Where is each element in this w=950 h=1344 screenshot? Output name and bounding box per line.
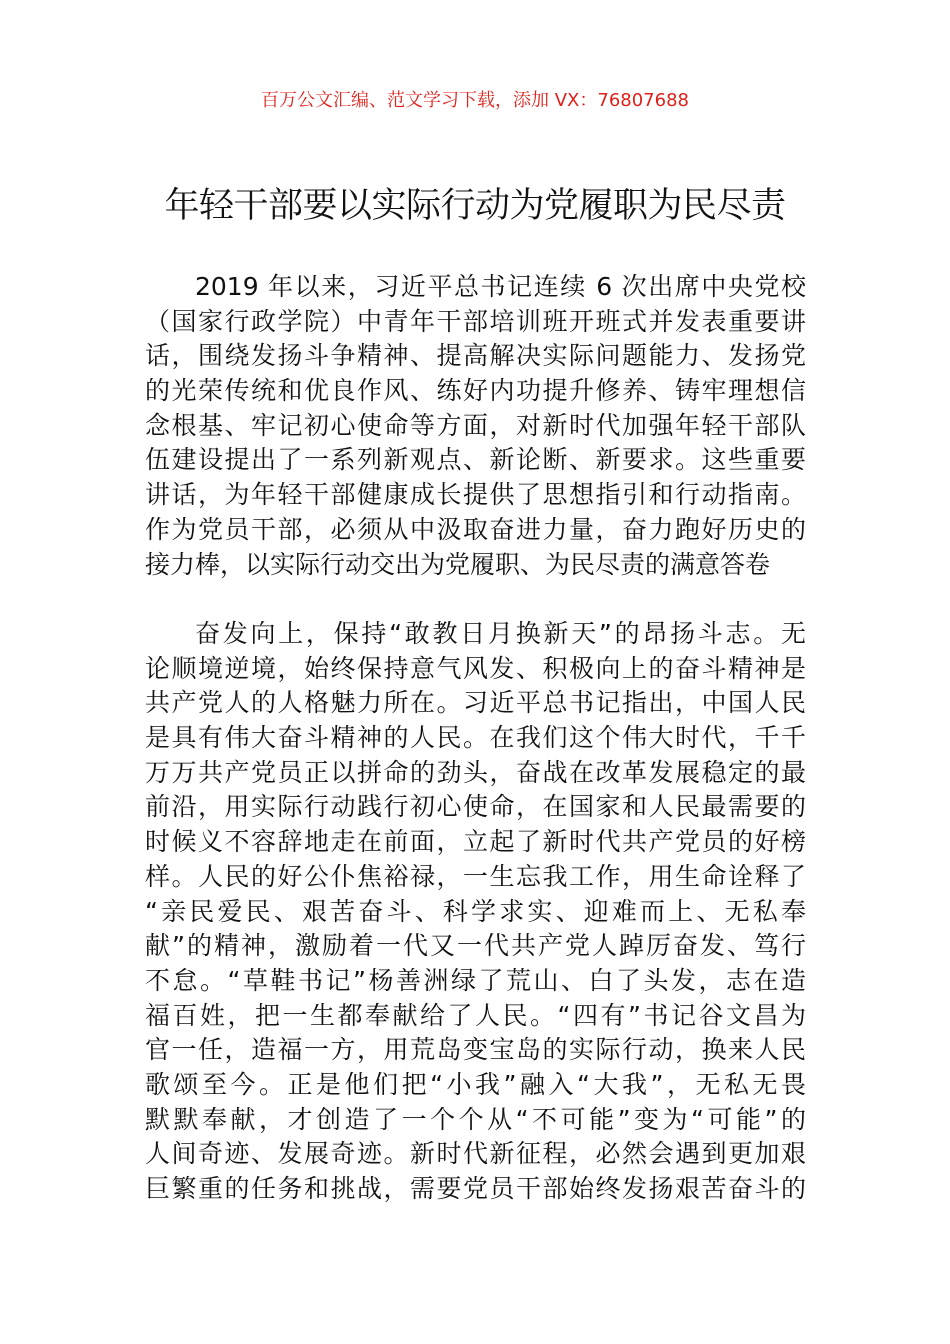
text-line: 2019 年以来，习近平总书记连续 6 次出席中央党校	[195, 272, 806, 301]
text-line: 共产党人的人格魅力所在。习近平总书记指出，中国人民	[145, 688, 806, 718]
text-line: 献”的精神，激励着一代又一代共产党人踔厉奋发、笃行	[145, 931, 806, 961]
text-line: 不怠。“草鞋书记”杨善洲绿了荒山、白了头发，志在造	[145, 965, 806, 995]
text-line: 前沿，用实际行动践行初心使命，在国家和人民最需要的	[145, 792, 806, 822]
text-line: 作为党员干部，必须从中汲取奋进力量，奋力跑好历史的	[145, 514, 806, 544]
text-line: 歌颂至今。正是他们把“小我”融入“大我”，无私无畏	[145, 1069, 806, 1099]
document-title: 年轻干部要以实际行动为党履职为民尽责	[164, 186, 786, 226]
watermark-header: 百万公文汇编、范文学习下载，添加 VX：76807688	[261, 90, 689, 111]
text-line: 时候义不容辞地走在前面，立起了新时代共产党员的好榜	[145, 827, 806, 857]
text-line: 的光荣传统和优良作风、练好内功提升修养、铸牢理想信	[145, 376, 806, 406]
text-line: 话，围绕发扬斗争精神、提高解决实际问题能力、发扬党	[145, 341, 806, 371]
text-line: 官一任，造福一方，用荒岛变宝岛的实际行动，换来人民	[145, 1035, 806, 1065]
text-line: “亲民爱民、艰苦奋斗、科学求实、迎难而上、无私奉	[145, 896, 806, 926]
paragraph-2	[145, 617, 806, 1207]
paragraph-1	[145, 270, 806, 582]
text-line: 万万共产党员正以拼命的劲头，奋战在改革发展稳定的最	[145, 757, 806, 787]
text-line: 讲话，为年轻干部健康成长提供了思想指引和行动指南。	[145, 480, 806, 510]
text-line: 念根基、牢记初心使命等方面，对新时代加强年轻干部队	[145, 410, 806, 440]
text-line: 伍建设提出了一系列新观点、新论断、新要求。这些重要	[145, 445, 806, 475]
text-line: 样。人民的好公仆焦裕禄，一生忘我工作，用生命诠释了	[145, 861, 806, 891]
text-line: 默默奉献，才创造了一个个从“不可能”变为“可能”的	[145, 1104, 806, 1134]
text-line: 奋发向上，保持“敢教日月换新天”的昂扬斗志。无	[195, 619, 806, 648]
text-line: 人间奇迹、发展奇迹。新时代新征程，必然会遇到更加艰	[145, 1139, 806, 1169]
text-line: 论顺境逆境，始终保持意气风发、积极向上的奋斗精神是	[145, 653, 806, 683]
text-line: 接力棒，以实际行动交出为党履职、为民尽责的满意答卷	[145, 549, 771, 579]
text-line: 巨繁重的任务和挑战，需要党员干部始终发扬艰苦奋斗的	[145, 1174, 806, 1203]
text-line: 是具有伟大奋斗精神的人民。在我们这个伟大时代，千千	[145, 723, 806, 753]
text-line: 福百姓，把一生都奉献给了人民。“四有”书记谷文昌为	[145, 1000, 806, 1030]
text-line: （国家行政学院）中青年干部培训班开班式并发表重要讲	[145, 306, 806, 336]
